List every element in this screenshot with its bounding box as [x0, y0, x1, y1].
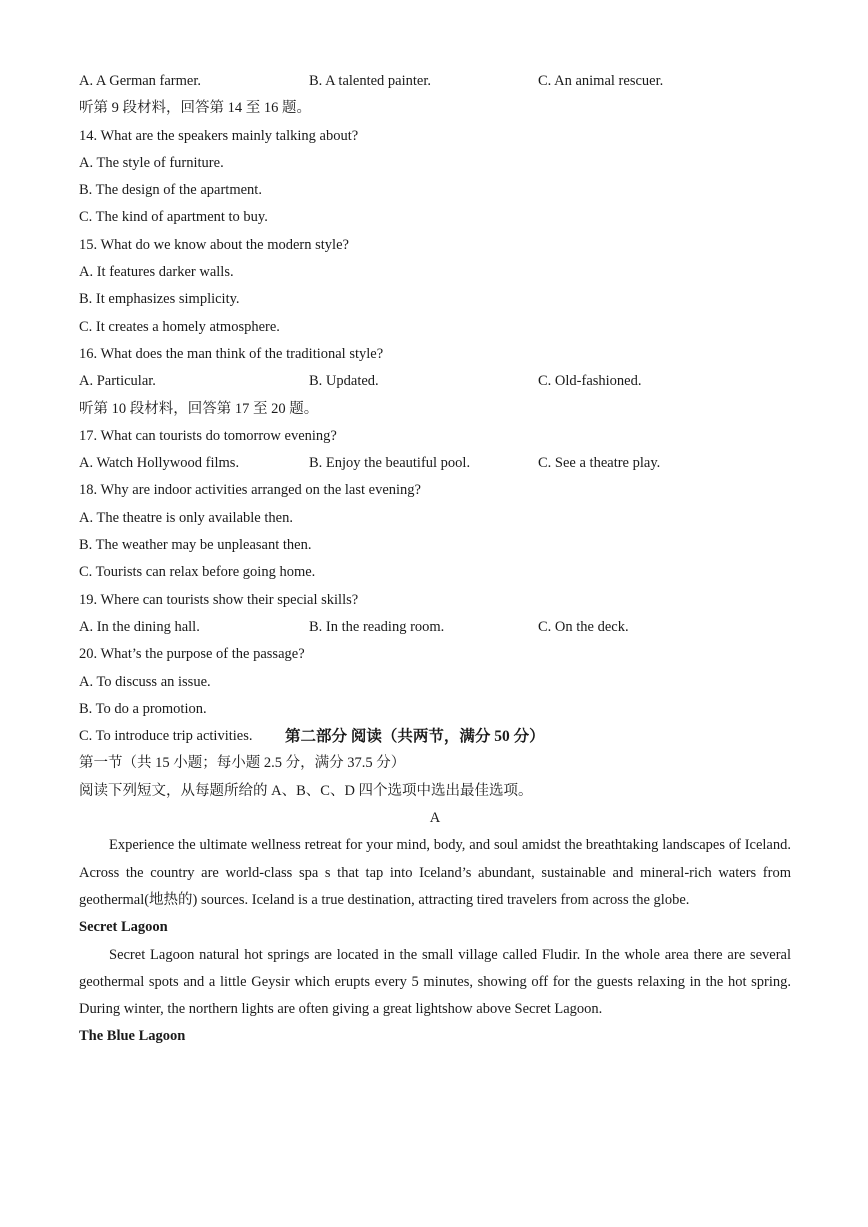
- q17-option-c: C. See a theatre play.: [538, 455, 661, 472]
- blue-lagoon-heading: The Blue Lagoon: [79, 1028, 186, 1045]
- q20-option-b: B. To do a promotion.: [79, 700, 207, 717]
- q14-option-b: B. The design of the apartment.: [79, 182, 262, 199]
- q15-option-c: C. It creates a homely atmosphere.: [79, 318, 280, 335]
- q19-option-a: A. In the dining hall.: [79, 618, 200, 635]
- passage-intro: Experience the ultimate wellness retreat for your mind, body, and soul amidst the breathtaking landscapes of Iceland. Across the country are world-class spa s that tap into Iceland’s abundant, sustainable and mineral-rich waters from geothermal(地热的) sources. Iceland is a true destination, attracting tired travelers from across the globe.: [79, 837, 791, 908]
- q13-option-b: B. A talented painter.: [309, 73, 432, 89]
- q18-option-a: A. The theatre is only available then.: [79, 509, 293, 526]
- q14-option-c: C. The kind of apartment to buy.: [79, 209, 268, 226]
- q19-option-b: B. In the reading room.: [309, 618, 445, 635]
- q18-option-b: B. The weather may be unpleasant then.: [79, 537, 312, 554]
- q16-options: [79, 368, 791, 395]
- q13-option-c: C. An animal rescuer.: [538, 73, 664, 89]
- passage-label: A: [429, 810, 441, 827]
- exam-page: [79, 68, 791, 1051]
- q17-options: [79, 450, 791, 477]
- q19-question: 19. Where can tourists show their special skills?: [79, 591, 359, 608]
- q14-option-a: A. The style of furniture.: [79, 154, 224, 171]
- q19-option-c: C. On the deck.: [538, 618, 629, 635]
- q18-question: 18. Why are indoor activities arranged on the last evening?: [79, 482, 421, 499]
- q20-option-c: C. To introduce trip activities.: [79, 728, 253, 745]
- secret-lagoon-heading: Secret Lagoon: [79, 919, 168, 936]
- reading-instruction: 阅读下列短文，从每题所给的 A、B、C、D 四个选项中选出最佳选项。: [79, 782, 533, 799]
- section1-title: 第一节（共 15 小题；每小题 2.5 分，满分 37.5 分）: [79, 755, 406, 772]
- q14-question: 14. What are the speakers mainly talking about?: [79, 127, 359, 144]
- q16-option-b: B. Updated.: [309, 373, 379, 390]
- q16-question: 16. What does the man think of the traditional style?: [79, 345, 384, 362]
- q13-options: [79, 68, 791, 95]
- q17-question: 17. What can tourists do tomorrow evening?: [79, 427, 337, 444]
- q16-option-a: A. Particular.: [79, 373, 156, 390]
- q15-option-b: B. It emphasizes simplicity.: [79, 291, 240, 308]
- q19-options: [79, 614, 791, 641]
- q17-option-b: B. Enjoy the beautiful pool.: [309, 455, 471, 472]
- part2-title: 第二部分 阅读（共两节，满分 50 分）: [285, 728, 545, 746]
- listening-instruction-9: 听第 9 段材料，回答第 14 至 16 题。: [79, 100, 311, 117]
- q17-option-a: A. Watch Hollywood films.: [79, 455, 240, 472]
- q15-option-a: A. It features darker walls.: [79, 264, 234, 281]
- q20-option-c-row: [79, 723, 791, 750]
- q15-question: 15. What do we know about the modern style?: [79, 236, 349, 253]
- q20-option-a: A. To discuss an issue.: [79, 673, 211, 690]
- secret-lagoon-text: Secret Lagoon natural hot springs are located in the small village called Fludir. In the whole area there are several geothermal spots and a little Geysir which erupts every 5 minutes, showing off for the guests relaxing in the hot spring. During winter, the northern lights are often giving a great lightshow above Secret Lagoon.: [79, 946, 791, 1018]
- listening-instruction-10: 听第 10 段材料，回答第 17 至 20 题。: [79, 400, 319, 417]
- q18-option-c: C. Tourists can relax before going home.: [79, 564, 316, 581]
- q16-option-c: C. Old-fashioned.: [538, 373, 642, 390]
- q20-question: 20. What’s the purpose of the passage?: [79, 646, 305, 663]
- q13-option-a: A. A German farmer.: [79, 73, 202, 89]
